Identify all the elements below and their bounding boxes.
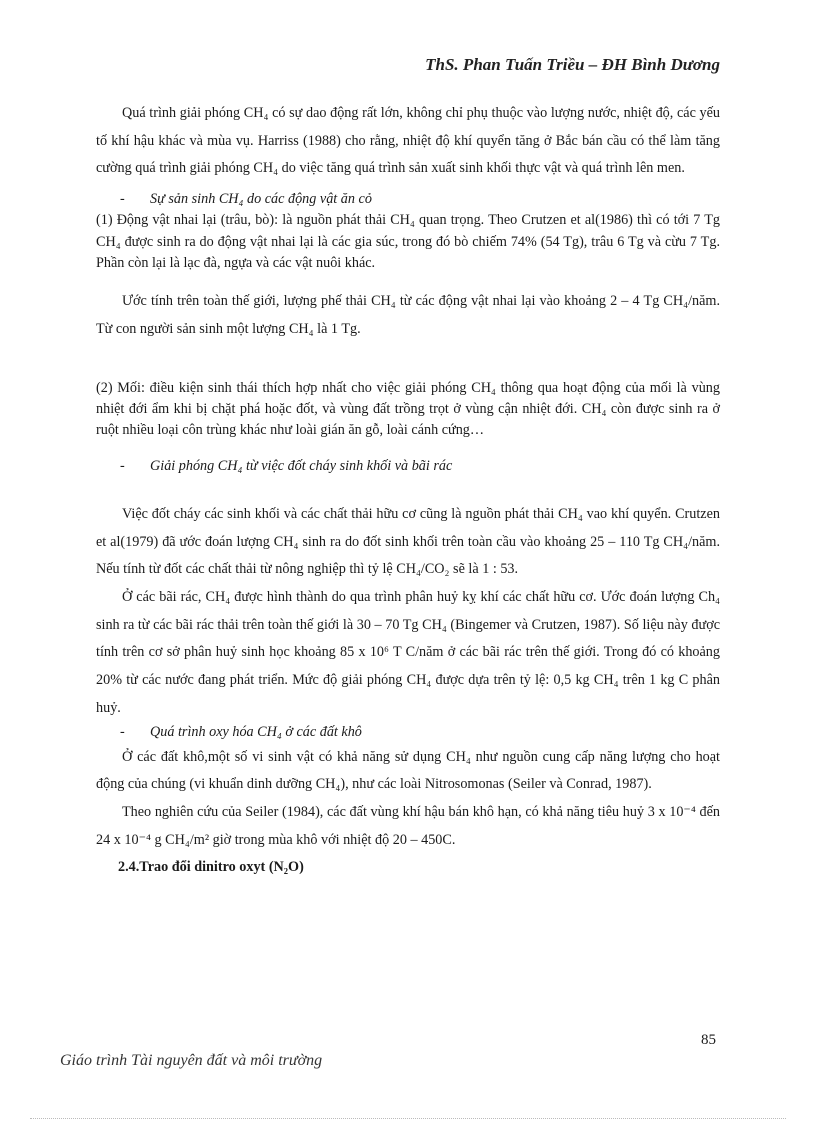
page-header: ThS. Phan Tuấn Triều – ĐH Bình Dương (425, 55, 720, 74)
page-bottom-rule (30, 1118, 786, 1119)
section-dry-soil-oxidation (96, 722, 720, 743)
paragraph-global-estimate: Ước tính trên toàn thế giới, lượng phế thải CH₄ từ các động vật nhai lại vào khoảng 2 – 4 Tg CH₄/năm. Từ con người sản sinh một lượng CH₄ là 1 Tg. (96, 293, 720, 337)
paragraph-seiler-study: Theo nghiên cứu của Seiler (1984), các đất vùng khí hậu bán khô hạn, có khả năng tiêu huỷ 3 x 10⁻⁴ đến 24 x 10⁻⁴ g CH₄/m² giờ trong mùa khô với nhiệt độ 20 – 450C. (96, 803, 720, 848)
paragraph-landfills: Ở các bãi rác, CH₄ được hình thành do qua trình phân huỷ kỵ khí các chất hữu cơ. Ước đoán lượng Ch₄ sinh ra từ các bãi rác thải trên toàn thế giới là 30 – 70 Tg CH₄ (Bingemer và Crutzen, 1987). Số liệu này được tính trên cơ sở phân huỷ sinh học khoảng 85 x 10⁶ T C/năm ở các bãi rác trên thế giới. Trong đó có khoảng 20% từ các nước đang phát triển. Mức độ giải phóng CH₄ được dựa trên tỷ lệ: 0,5 kg CH₄ trên 1 kg C phân huỷ. (96, 588, 720, 716)
paragraph-termites: (2) Mối: điều kiện sinh thái thích hợp nhất cho việc giải phóng CH₄ thông qua hoạt động của mối là vùng nhiệt đới ẩm khi bị chặt phá hoặc đốt, và vùng đất trồng trọt ở vùng cận nhiệt đới. CH₄ còn được sinh ra ở ruột nhiều loại côn trùng khác như loài gián ăn gỗ, loài cánh cứng… (96, 379, 720, 439)
section-ruminants (96, 189, 720, 210)
bullet-dash: - (120, 191, 125, 208)
paragraph-ruminants: (1) Động vật nhai lại (trâu, bò): là nguồn phát thải CH₄ quan trọng. Theo Crutzen et al(1986) thì có tới 7 Tg CH₄ được sinh ra do động vật nhai lại là các gia súc, trong đó bò chiếm 74% (54 Tg), trâu 6 Tg và cừu 7 Tg. Phần còn lại là lạc đà, ngựa và các vật nuôi khác. (96, 212, 720, 271)
paragraph-dry-soil-microbes: Ở các đất khô,một số vi sinh vật có khả năng sử dụng CH₄ như nguồn cung cấp năng lượng cho hoạt động của chúng (vi khuẩn dinh dưỡng CH₄), như các loài Nitrosomonas (Seiler và Conrad, 1987). (96, 748, 720, 793)
paragraph-ch4-variation: Quá trình giải phóng CH₄ có sự dao động rất lớn, không chỉ phụ thuộc vào lượng nước, nhiệt độ, các yếu tố khí hậu khác và mùa vụ. Harriss (1988) cho rằng, nhiệt độ khí quyển tăng ở Bắc bán cầu có thể làm tăng cường quá trình giải phóng CH₄ do việc tăng quá trình sản xuất sinh khối thực vật và quá trình lên men. (96, 105, 720, 177)
bullet-dash: - (120, 457, 125, 474)
section-biomass-burning-title: Giải phóng CH₄ từ việc đốt cháy sinh khối và bãi rác (150, 457, 453, 474)
section-heading-2-4: 2.4.Trao đổi dinitro oxyt (N₂O) (118, 859, 304, 876)
paragraph-biomass-burning: Việc đốt cháy các sinh khối và các chất thải hữu cơ cũng là nguồn phát thải CH₄ vao khí quyển. Crutzen et al(1979) đã ước đoán lượng CH₄ sinh ra do đốt sinh khối trên toàn cầu vào khoảng 25 – 110 Tg CH₄/năm. Nếu tính từ đốt các chất thải từ nông nghiệp thì tỷ lệ CH₄/CO₂ sẽ là 1 : 53. (96, 505, 720, 578)
page-footer: Giáo trình Tài nguyên đất và môi trường (60, 1052, 323, 1069)
page-number: 85 (701, 1032, 716, 1048)
section-biomass-burning (96, 456, 720, 477)
section-ruminants-title: Sự sản sinh CH₄ do các động vật ăn cỏ (150, 191, 372, 208)
bullet-dash: - (120, 724, 125, 741)
page-body (96, 100, 720, 882)
section-dry-soil-oxidation-title: Quá trình oxy hóa CH₄ ở các đất khô (150, 724, 362, 741)
